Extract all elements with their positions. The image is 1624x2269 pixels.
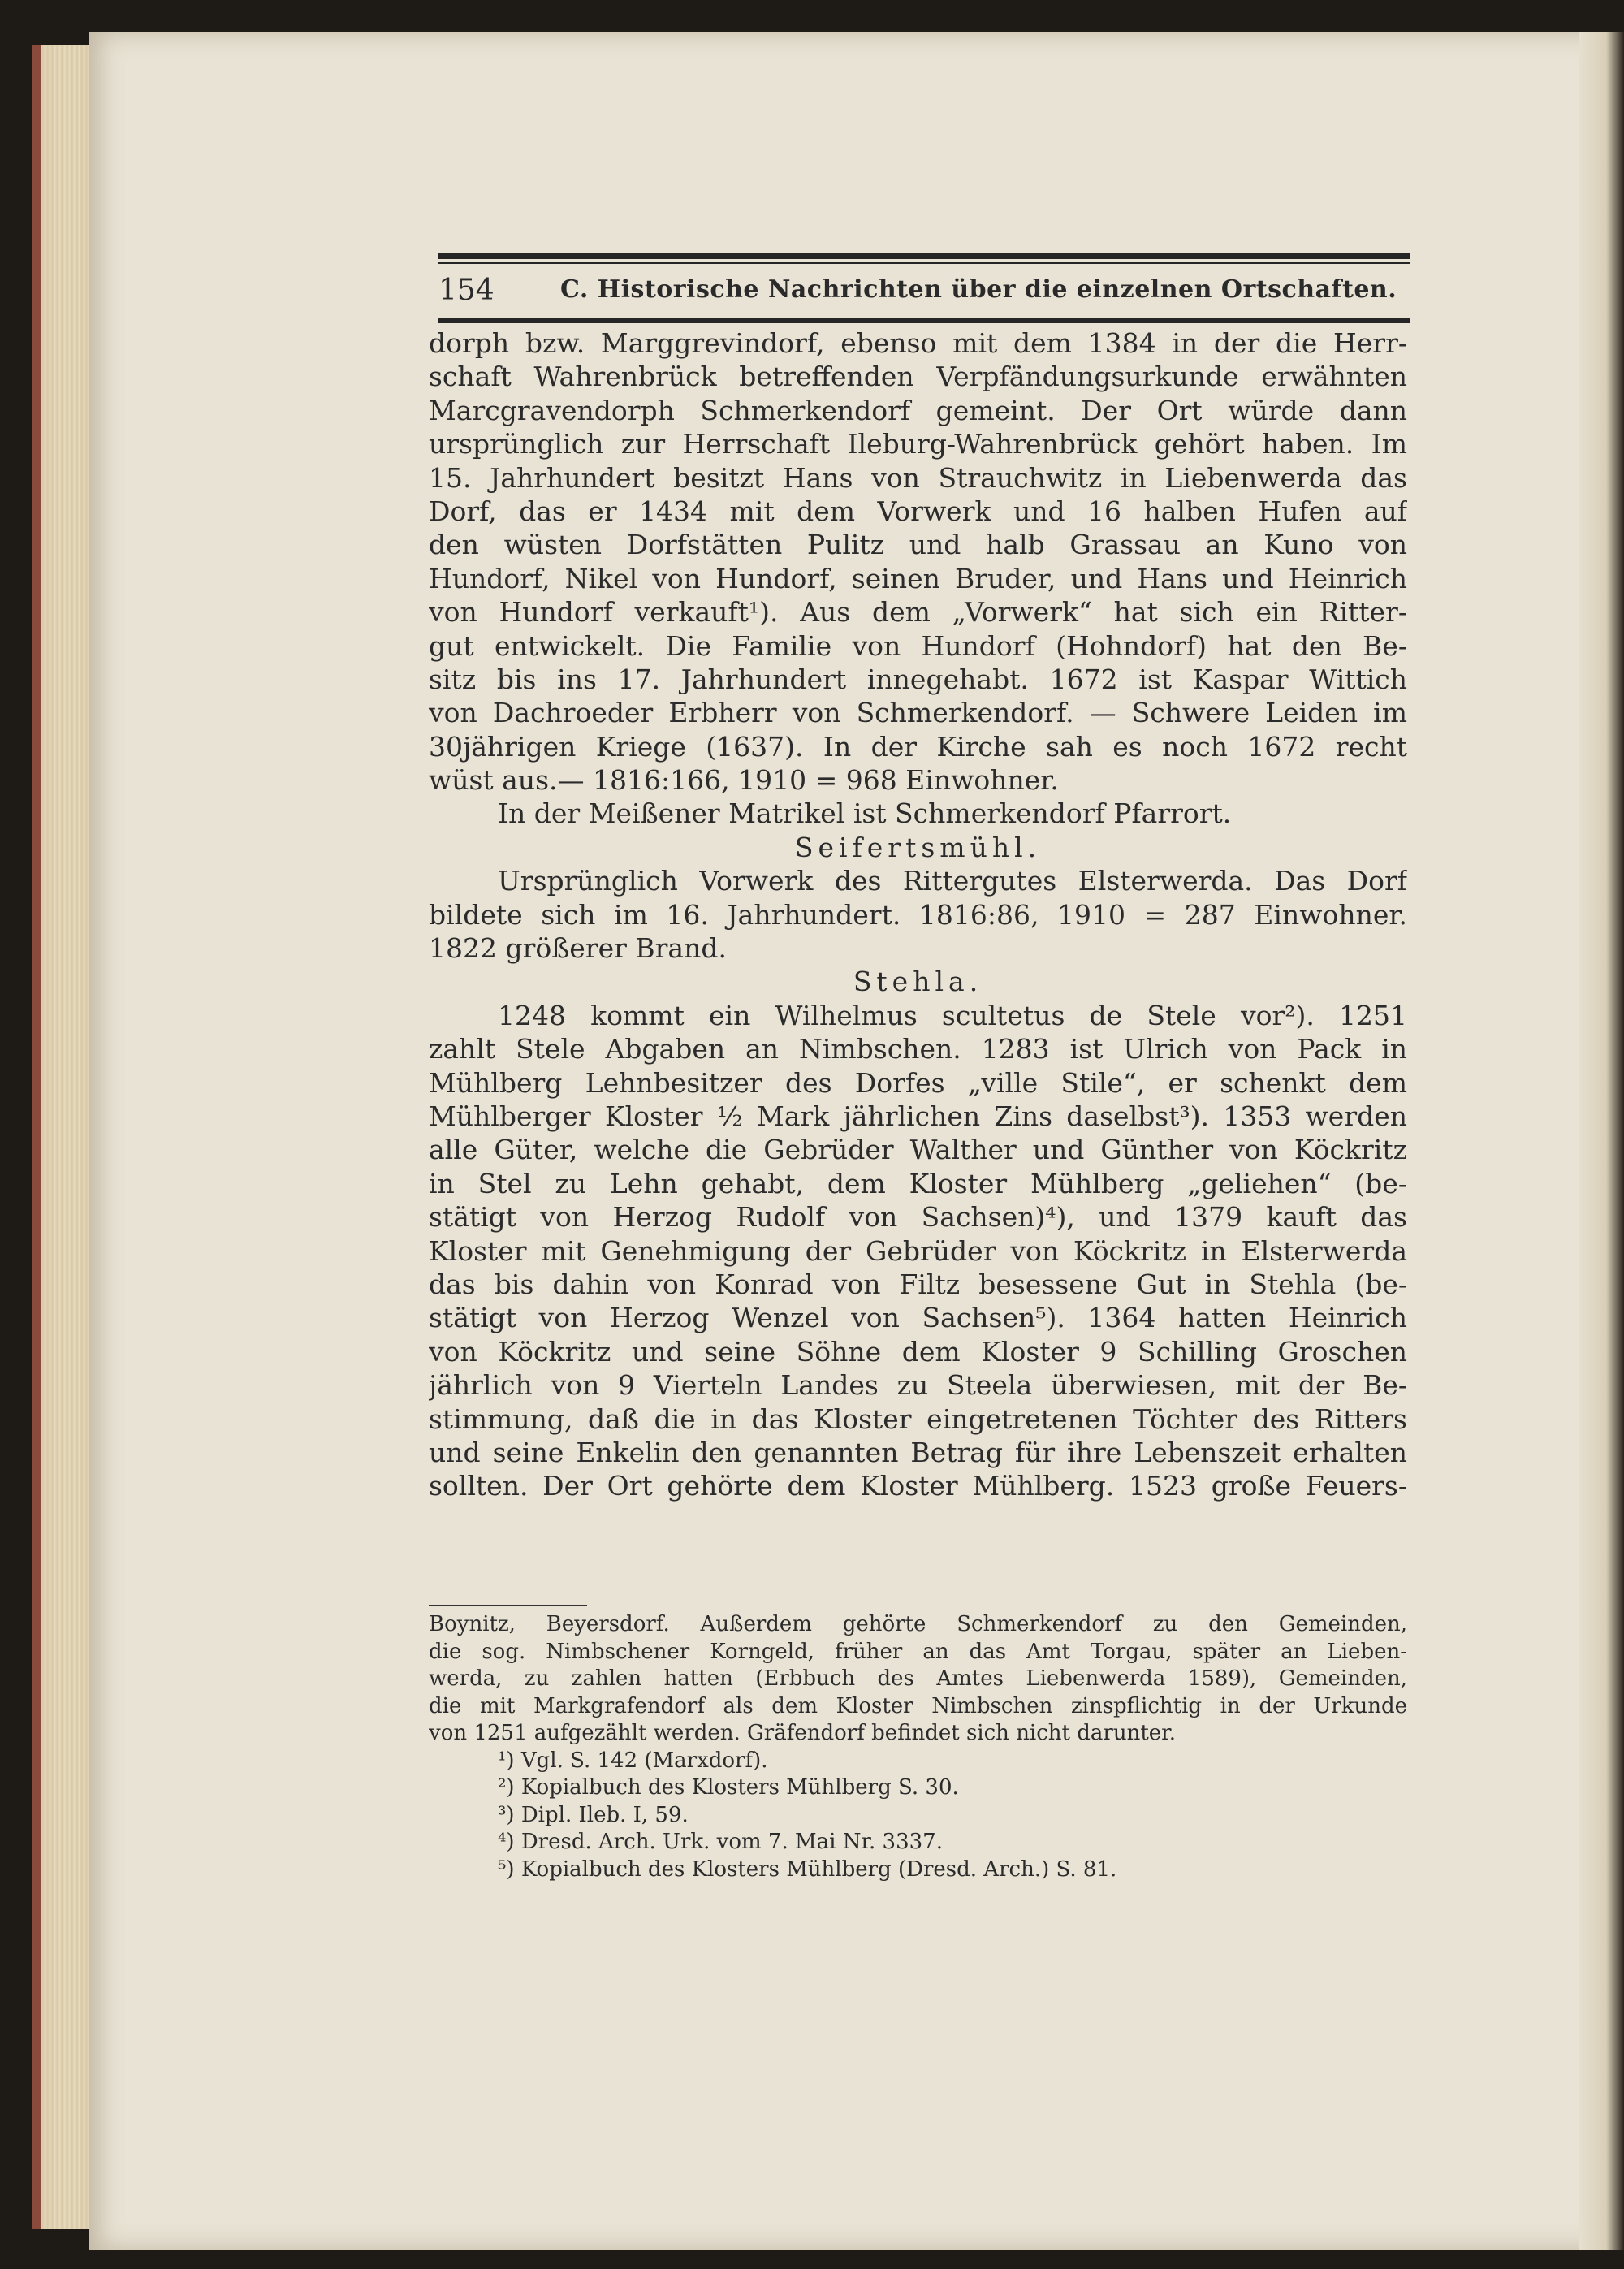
running-header: [438, 253, 1410, 323]
text-line: Hundorf, Nikel von Hundorf, seinen Bruder, und Hans und Heinrich: [429, 562, 1407, 594]
footnote-5: ⁵) Kopialbuch des Klosters Mühlberg (Dresd. Arch.) S. 81.: [498, 1856, 1117, 1882]
text-line: sitz bis ins 17. Jahrhundert innegehabt. 1672 ist Kaspar Wittich: [429, 663, 1407, 695]
footnote-1: ¹) Vgl. S. 142 (Marxdorf).: [498, 1748, 768, 1773]
matrikel-line: In der Meißener Matrikel ist Schmerkendorf Pfarrort.: [498, 797, 1232, 830]
text-line: stätigt von Herzog Rudolf von Sachsen)⁴), und 1379 kauft das: [429, 1201, 1407, 1234]
text-line: von Dachroeder Erbherr von Schmerkendorf. — Schwere Leiden im: [429, 697, 1407, 729]
text-line: Marcgravendorph Schmerkendorf gemeint. Der Ort würde dann: [429, 394, 1407, 426]
text-line: bildete sich im 16. Jahrhundert. 1816:86, 1910 = 287 Einwohner.: [429, 898, 1407, 931]
footnote-divider: [429, 1605, 587, 1606]
text-line: 1822 größerer Brand.: [429, 932, 727, 965]
page-number: 154: [438, 274, 495, 307]
footnotes: [429, 1611, 1407, 1883]
text-line: jährlich von 9 Vierteln Landes zu Steela überwiesen, mit der Be-: [429, 1369, 1407, 1402]
text-line: den wüsten Dorfstätten Pulitz und halb Grassau an Kuno von: [429, 529, 1407, 561]
text-line: alle Güter, welche die Gebrüder Walther und Günther von Köckritz: [429, 1134, 1407, 1166]
text-line: dorph bzw. Marggrevindorf, ebenso mit dem 1384 in der die Herr-: [429, 327, 1407, 359]
text-line: stätigt von Herzog Wenzel von Sachsen⁵). 1364 hatten Heinrich: [429, 1302, 1407, 1334]
text-line: 30jährigen Kriege (1637). In der Kirche sah es noch 1672 recht: [429, 730, 1407, 763]
text-line: Dorf, das er 1434 mit dem Vorwerk und 16 halben Hufen auf: [429, 495, 1407, 527]
text-line: Mühlberg Lehnbesitzer des Dorfes „ville Stile“, er schenkt dem: [429, 1066, 1407, 1099]
section-heading-stehla: Stehla.: [853, 966, 983, 998]
footnote-4: ⁴) Dresd. Arch. Urk. vom 7. Mai Nr. 3337.: [498, 1830, 943, 1854]
footnote-continuation-line: von 1251 aufgezählt werden. Gräfendorf befindet sich nicht darunter.: [429, 1721, 1177, 1745]
text-line: von Köckritz und seine Söhne dem Kloster 9 Schilling Groschen: [429, 1335, 1407, 1368]
page-gutter-shadow: [1579, 32, 1624, 2250]
text-line: von Hundorf verkauft¹). Aus dem „Vorwerk“ hat sich ein Ritter-: [429, 596, 1407, 629]
text-line: Ursprünglich Vorwerk des Rittergutes Elsterwerda. Das Dorf: [498, 865, 1407, 897]
main-text: [429, 326, 1407, 1503]
footnote-2: ²) Kopialbuch des Klosters Mühlberg S. 30.: [498, 1775, 959, 1800]
footnote-continuation-line: werda, zu zahlen hatten (Erbbuch des Amtes Liebenwerda 1589), Gemeinden,: [429, 1666, 1407, 1691]
footnote-continuation-line: Boynitz, Beyersdorf. Außerdem gehörte Schmerkendorf zu den Gemeinden,: [429, 1612, 1407, 1636]
text-line: und seine Enkelin den genannten Betrag für ihre Lebenszeit erhalten: [429, 1436, 1407, 1468]
text-line: sollten. Der Ort gehörte dem Kloster Mühlberg. 1523 große Feuers-: [429, 1470, 1407, 1502]
text-line: Kloster mit Genehmigung der Gebrüder von Köckritz in Elsterwerda: [429, 1234, 1407, 1267]
section-heading-seifertsmuehl: Seifertsmühl.: [794, 831, 1042, 863]
text-line: schaft Wahrenbrück betreffenden Verpfändungsurkunde erwähnten: [429, 361, 1407, 393]
running-head-title: C. Historische Nachrichten über die einzelnen Ortschaften.: [560, 275, 1397, 304]
footnote-continuation-line: die mit Markgrafendorf als dem Kloster Nimbschen zinspflichtig in der Urkunde: [429, 1693, 1407, 1718]
text-line: zahlt Stele Abgaben an Nimbschen. 1283 ist Ulrich von Pack in: [429, 1033, 1407, 1065]
text-line: 1248 kommt ein Wilhelmus scultetus de Stele vor²). 1251: [498, 999, 1407, 1031]
footnote-continuation-line: die sog. Nimbschener Korngeld, früher an das Amt Torgau, später an Lieben-: [429, 1639, 1407, 1664]
text-line: Mühlberger Kloster ½ Mark jährlichen Zins daselbst³). 1353 werden: [429, 1100, 1407, 1132]
text-line: 15. Jahrhundert besitzt Hans von Strauchwitz in Liebenwerda das: [429, 461, 1407, 494]
text-line: wüst aus.— 1816:166, 1910 = 968 Einwohner.: [429, 764, 1059, 797]
text-line: in Stel zu Lehn gehabt, dem Kloster Mühlberg „geliehen“ (be-: [429, 1167, 1407, 1199]
footnote-3: ³) Dipl. Ileb. I, 59.: [498, 1802, 689, 1827]
text-line: das bis dahin von Konrad von Filtz besessene Gut in Stehla (be-: [429, 1268, 1407, 1300]
text-line: ursprünglich zur Herrschaft Ileburg-Wahrenbrück gehört haben. Im: [429, 428, 1407, 460]
text-line: stimmung, daß die in das Kloster eingetretenen Töchter des Ritters: [429, 1402, 1407, 1435]
text-line: gut entwickelt. Die Familie von Hundorf (Hohndorf) hat den Be-: [429, 629, 1407, 662]
